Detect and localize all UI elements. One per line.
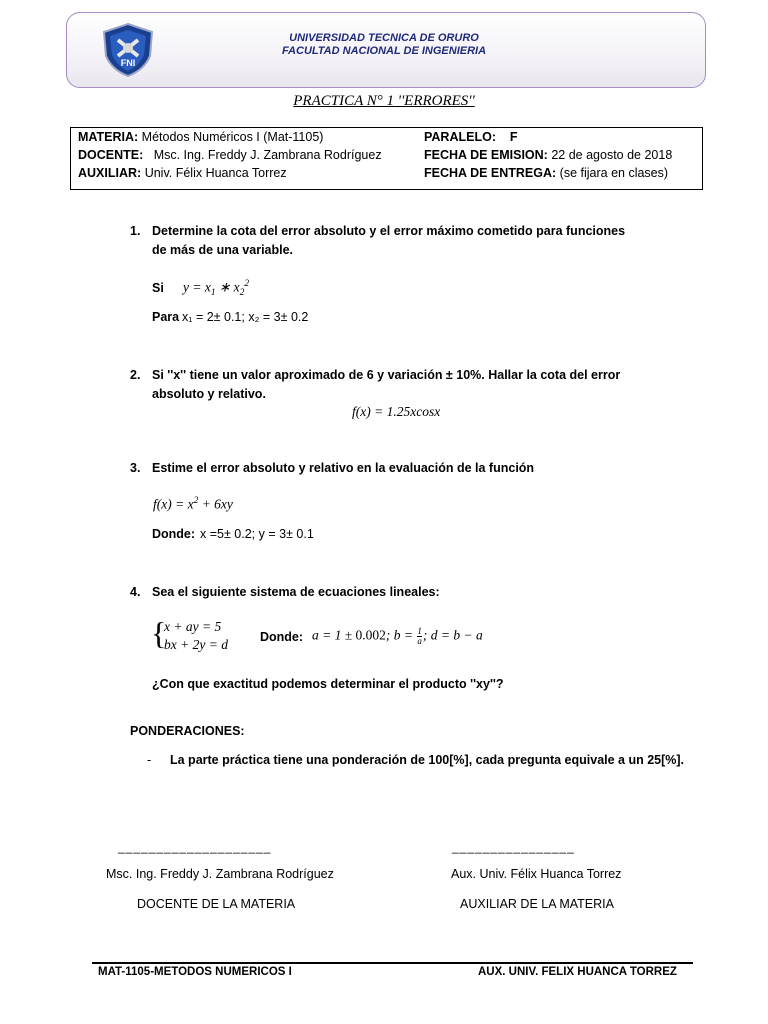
auxiliar-label: AUXILIAR: <box>78 166 142 180</box>
emision-value: 22 de agosto de 2018 <box>551 148 673 162</box>
question-2-number: 2. <box>130 368 141 382</box>
signature-role-right: AUXILIAR DE LA MATERIA <box>460 897 614 911</box>
question-3-formula: $f(x) = x^2 + 6xy$ <box>153 496 233 512</box>
question-4-eq2: bx + 2y = d <box>164 637 228 652</box>
question-3-donde-values: x =5± 0.2; y = 3± 0.1 <box>200 527 314 541</box>
ponderaciones-text: La parte práctica tiene una ponderación de 100[%], cada pregunta equivale a un 25[%]. <box>170 753 685 767</box>
logo-text: FNI <box>120 58 136 68</box>
ponderaciones-heading: PONDERACIONES: <box>130 724 245 738</box>
materia-value: Métodos Numéricos I (Mat-1105) <box>141 130 324 144</box>
question-1-si-label: Si <box>152 281 164 295</box>
entrega-value: (se fijara en clases) <box>559 166 669 180</box>
question-4-question: ¿Con que exactitud podemos determinar el producto ''xy''? <box>152 677 504 691</box>
question-1-para-label: Para <box>152 310 180 324</box>
question-4-donde-formula: a = 1 ± 0.002; b = $\frac{1}{a}$ ; d = b − a <box>312 626 483 646</box>
question-1-para-values: x₁ = 2± 0.1; x₂ = 3± 0.2 <box>182 310 309 324</box>
materia-label: MATERIA: <box>78 130 139 144</box>
signature-role-left: DOCENTE DE LA MATERIA <box>137 897 296 911</box>
question-2-formula: f(x) = 1.25xcosx <box>352 404 441 419</box>
entrega-label: FECHA DE ENTREGA: <box>424 166 557 180</box>
docente-row <box>78 146 382 164</box>
signature-name-left: Msc. Ing. Freddy J. Zambrana Rodríguez <box>106 867 334 881</box>
auxiliar-value: Univ. Félix Huanca Torrez <box>144 166 287 180</box>
paralelo-row <box>424 128 518 146</box>
paralelo-label: PARALELO: <box>424 130 496 144</box>
signature-line-right: ________________ <box>452 840 575 854</box>
docente-value: Msc. Ing. Freddy J. Zambrana Rodríguez <box>153 148 382 162</box>
question-1-line1: Determine la cota del error absoluto y el error máximo cometido para funciones <box>152 224 626 238</box>
ponderaciones-bullet: - <box>147 753 152 767</box>
question-2-line1: Si ''x'' tiene un valor aproximado de 6 y variación ± 10%. Hallar la cota del error <box>152 368 621 382</box>
question-3-number: 3. <box>130 461 141 475</box>
auxiliar-row <box>78 164 287 182</box>
question-3-donde-label: Donde: <box>152 527 196 541</box>
footer-right: AUX. UNIV. FELIX HUANCA TORREZ <box>478 966 677 978</box>
emision-row <box>424 146 672 164</box>
question-2-line2: absoluto y relativo. <box>152 387 266 401</box>
entrega-row <box>424 164 668 182</box>
system-brace: { <box>151 615 167 651</box>
page-title: PRACTICA N° 1 ''ERRORES'' <box>293 93 475 109</box>
paralelo-value: F <box>509 130 518 144</box>
footer-left: MAT-1105-METODOS NUMERICOS I <box>98 966 292 978</box>
question-4-donde-label: Donde: <box>260 630 304 644</box>
materia-row <box>78 128 323 146</box>
question-1-number: 1. <box>130 224 141 238</box>
emision-label: FECHA DE EMISION: <box>424 148 548 162</box>
university-name: UNIVERSIDAD TECNICA DE ORURO <box>289 32 479 44</box>
question-1-formula: $y = x_1$ ∗ $x_2^2$ <box>183 279 250 299</box>
question-3-line1: Estime el error absoluto y relativo en la evaluación de la función <box>152 461 535 475</box>
docente-label: DOCENTE: <box>78 148 144 162</box>
question-4-line1: Sea el siguiente sistema de ecuaciones lineales: <box>152 585 440 599</box>
question-4-number: 4. <box>130 585 141 599</box>
signature-name-right: Aux. Univ. Félix Huanca Torrez <box>451 867 622 881</box>
faculty-name: FACULTAD NACIONAL DE INGENIERIA <box>281 45 487 57</box>
signature-line-left: ____________________ <box>118 840 272 854</box>
question-4-eq1: x + ay = 5 <box>164 619 222 634</box>
question-1-line2: de más de una variable. <box>152 243 294 257</box>
footer-divider <box>92 962 693 964</box>
